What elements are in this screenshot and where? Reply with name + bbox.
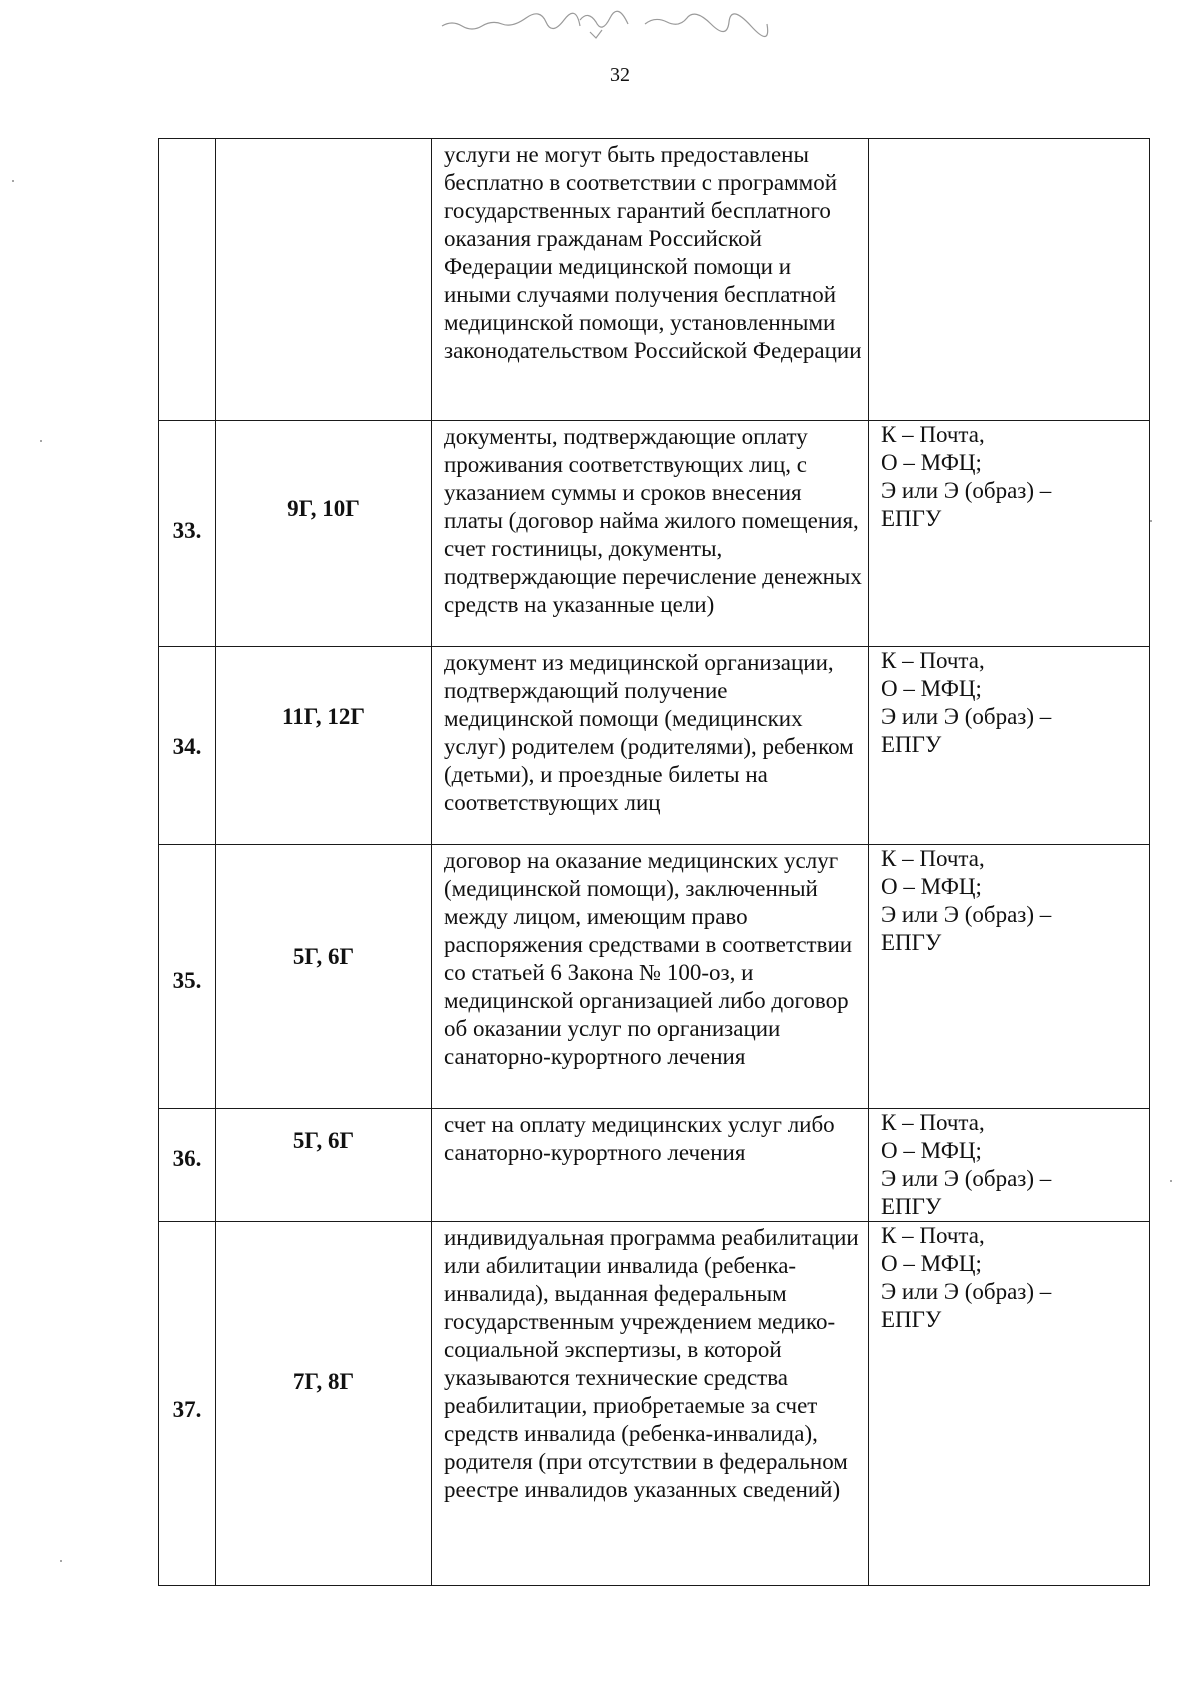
page-number: 32 <box>610 64 630 86</box>
document-description: документы, подтверждающие оплату проживания соответствующих лиц, с указанием суммы и сроков внесения платы (договор найма жилого помещения, счет гостиницы, документы, подтверждающие перечисление денежных средств на указанные цели) <box>432 421 869 647</box>
scan-speck <box>40 440 42 442</box>
table-row <box>159 139 1150 421</box>
row-code: 11Г, 12Г <box>282 704 365 729</box>
submission-method-line: ЕПГУ <box>881 1194 942 1219</box>
row-number: 33. <box>172 518 202 543</box>
row-number-cell <box>159 139 216 421</box>
document-description: договор на оказание медицинских услуг (медицинской помощи), заключенный между лицом, имеющим право распоряжения средствами в соответствии со статьей 6 Закона № 100-оз, и медицинской организацией либо договор об оказании услуг по организации санаторно-курортного лечения <box>432 845 869 1109</box>
row-code: 7Г, 8Г <box>292 1369 355 1394</box>
submission-method-line: К – Почта, <box>881 846 985 871</box>
row-number: 36. <box>172 1146 202 1171</box>
code-cell <box>216 647 432 845</box>
submission-method-line: К – Почта, <box>881 1110 985 1135</box>
submission-method-line: ЕПГУ <box>881 506 942 531</box>
document-description: индивидуальная программа реабилитации или абилитации инвалида (ребенка-инвалида), выданная федеральным государственным учреждением медико-социальной экспертизы, в которой указываются технические средства реабилитации, приобретаемые за счет средств инвалида (ребенка-инвалида), родителя (при отсутствии в федеральном реестре инвалидов указанных сведений) <box>432 1222 869 1586</box>
submission-method-cell <box>869 139 1150 421</box>
scan-stamp-mark <box>440 4 770 40</box>
table-row <box>159 1109 1150 1222</box>
code-cell <box>216 845 432 1109</box>
row-code: 9Г, 10Г <box>287 496 360 521</box>
table-row <box>159 421 1150 647</box>
scan-speck <box>1170 1180 1172 1182</box>
code-cell <box>216 1222 432 1586</box>
submission-method-cell <box>869 421 1150 647</box>
submission-method-cell <box>869 1109 1150 1222</box>
code-cell <box>216 421 432 647</box>
submission-method-line: О – МФЦ; <box>881 1138 982 1163</box>
documents-table <box>158 138 1150 1586</box>
code-cell <box>216 139 432 421</box>
row-number: 34. <box>172 734 202 759</box>
document-description: документ из медицинской организации, подтверждающий получение медицинской помощи (медицинских услуг) родителем (родителями), ребенком (детьми), и проездные билеты на соответствующих лиц <box>432 647 869 845</box>
submission-method-line: К – Почта, <box>881 648 985 673</box>
row-number-cell <box>159 845 216 1109</box>
scan-speck <box>1150 520 1152 522</box>
submission-method-line: Э или Э (образ) – <box>881 1166 1052 1191</box>
row-number: 37. <box>172 1397 202 1422</box>
row-code: 5Г, 6Г <box>292 944 355 969</box>
submission-method-line: О – МФЦ; <box>881 450 982 475</box>
row-number-cell <box>159 647 216 845</box>
row-number: 35. <box>172 968 202 993</box>
submission-method-line: Э или Э (образ) – <box>881 704 1052 729</box>
submission-method-cell <box>869 1222 1150 1586</box>
submission-method-line: ЕПГУ <box>881 1307 942 1332</box>
row-number-cell <box>159 1109 216 1222</box>
submission-method-line: ЕПГУ <box>881 930 942 955</box>
row-code: 5Г, 6Г <box>292 1128 355 1153</box>
scan-speck <box>60 1560 62 1562</box>
document-description: счет на оплату медицинских услуг либо санаторно-курортного лечения <box>432 1109 869 1222</box>
submission-method-cell <box>869 647 1150 845</box>
scan-speck <box>12 180 14 182</box>
submission-method-line: К – Почта, <box>881 422 985 447</box>
submission-method-line: О – МФЦ; <box>881 676 982 701</box>
submission-method-line: К – Почта, <box>881 1223 985 1248</box>
submission-method-line: ЕПГУ <box>881 732 942 757</box>
submission-method-line: Э или Э (образ) – <box>881 478 1052 503</box>
code-cell <box>216 1109 432 1222</box>
row-number-cell <box>159 421 216 647</box>
table-row <box>159 845 1150 1109</box>
submission-method-line: О – МФЦ; <box>881 1251 982 1276</box>
table-row <box>159 647 1150 845</box>
submission-method-line: О – МФЦ; <box>881 874 982 899</box>
table-row <box>159 1222 1150 1586</box>
submission-method-line: Э или Э (образ) – <box>881 1279 1052 1304</box>
submission-method-line: Э или Э (образ) – <box>881 902 1052 927</box>
submission-method-cell <box>869 845 1150 1109</box>
document-description: услуги не могут быть предоставлены бесплатно в соответствии с программой государственных гарантий бесплатного оказания гражданам Российской Федерации медицинской помощи и иными случаями получения бесплатной медицинской помощи, установленными законодательством Российской Федерации <box>432 139 869 421</box>
row-number-cell <box>159 1222 216 1586</box>
